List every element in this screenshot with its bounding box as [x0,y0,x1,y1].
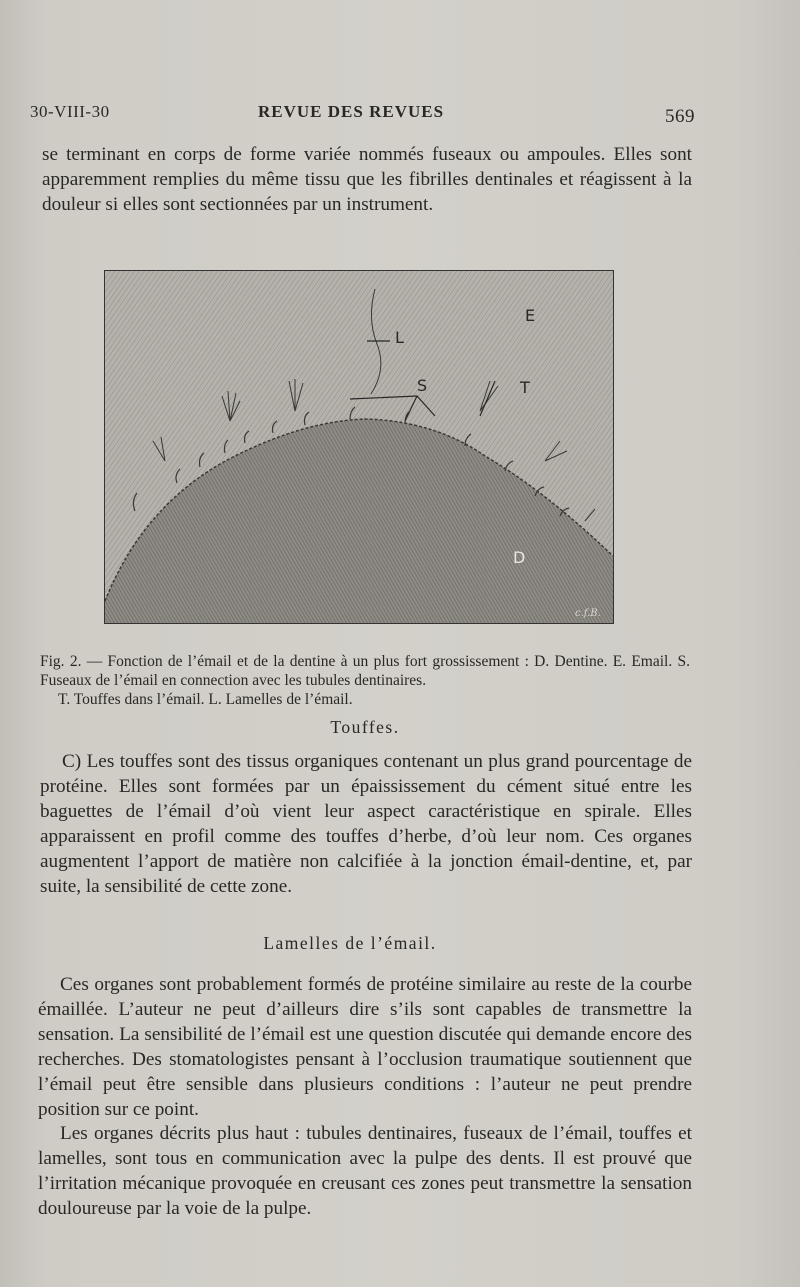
enamel-dentine-drawing [105,271,613,623]
label-L: L [395,328,404,347]
artist-signature: c.f.B. [575,608,601,619]
intro-paragraph: se terminant en corps de forme variée nommés fuseaux ou ampoules. Elles sont apparemment remplies du même tissu que les fibrilles dentinales et réagissent à la douleur si elles sont sectionnées par un instrument. [42,144,692,215]
paragraph-touffes-text: C) Les touffes sont des tissus organiques contenant un plus grand pourcentage de protéine. Elles sont formées par un épaississement du cément situé entre les baguettes de l’émail d’où vient leur aspect caractéristique en spirale. Elles apparaissent en profil comme des touffes d’herbe, d’où leur nom. Ces organes augmentent l’apport de matière non calcifiée à la jonction émail-dentine, et, par suite, la sensibilité de cette zone. [40,751,692,897]
header-date: 30-VIII-30 [30,102,110,121]
section-heading-lamelles: Lamelles de l’émail. [263,933,437,953]
label-S: S [417,376,428,395]
paragraph-touffes [40,749,692,899]
caption-line-2: T. Touffes dans l’émail. L. Lamelles de l’émail. [58,691,353,708]
page-number: 569 [665,106,695,127]
running-header [30,96,695,126]
paragraph-organes [38,1121,692,1221]
paragraph-lamelles [38,972,692,1122]
figure-illustration [104,270,614,624]
figure-caption [40,652,690,709]
label-E: E [525,306,536,325]
label-D: D [513,548,526,567]
label-T: T [520,378,530,397]
header-title: REVUE DES REVUES [258,102,445,121]
paragraph-organes-text: Les organes décrits plus haut : tubules dentinaires, fuseaux de l’émail, touffes et lamelles, sont tous en communication avec la pulpe des dents. Il est prouvé que l’irritation mécanique provoquée en creusant ces zones peut transmettre la sensation douloureuse par la voie de la pulpe. [38,1123,692,1219]
paragraph-lamelles-text: Ces organes sont probablement formés de protéine similaire au reste de la courbe émaillée. L’auteur ne peut d’ailleurs dire s’ils sont capables de transmettre la sensation. La sensibilité de l’émail est une question discutée qui demande encore des recherches. Des stomatologistes pensant à l’occlusion traumatique soutiennent que l’émail peut être sensible dans plusieurs conditions : l’auteur ne peut prendre position sur ce point. [38,974,692,1120]
caption-line-1: Fig. 2. — Fonction de l’émail et de la dentine à un plus fort grossissement : D. Dentine. E. Email. S. Fuseaux de l’émail en connection avec les tubules dentinaires. [40,653,690,689]
section-heading-touffes: Touffes. [330,717,400,737]
